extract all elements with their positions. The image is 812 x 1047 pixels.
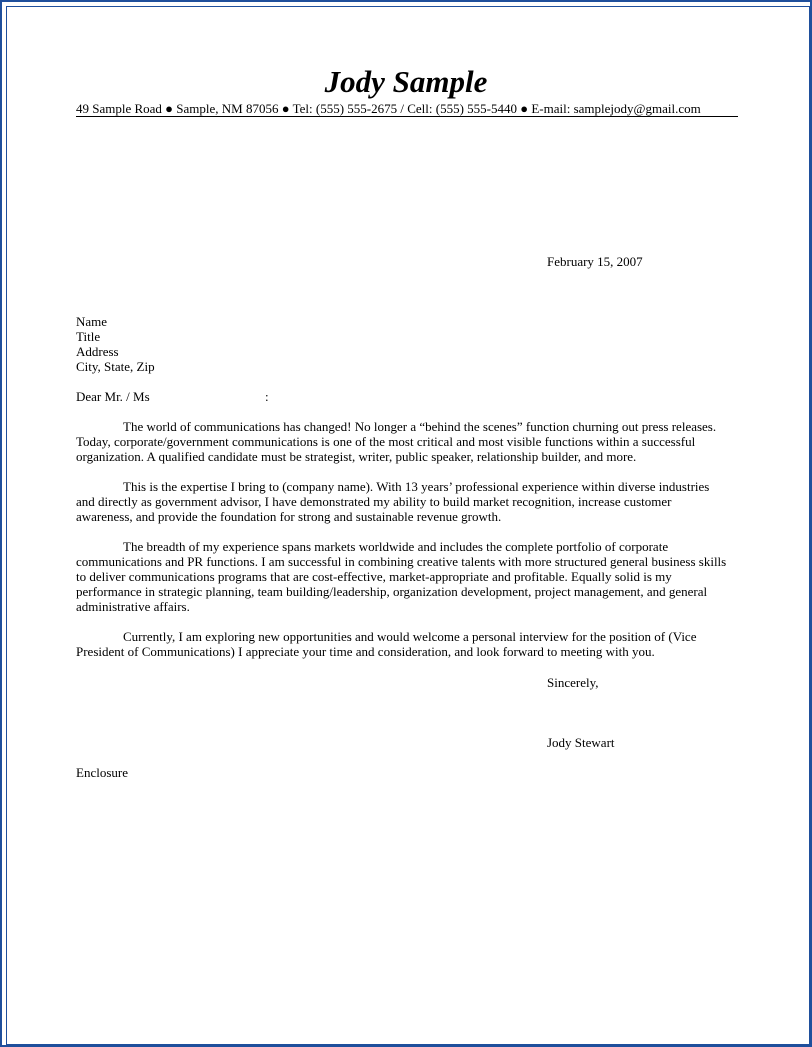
body-paragraph-3	[76, 539, 738, 614]
paragraph-line: to deliver communications programs that are cost-effective, market-appropriate and profitable. Equally solid is my	[76, 569, 672, 584]
body-paragraph-4	[76, 629, 738, 659]
recipient-city-state-zip: City, State, Zip	[76, 359, 155, 374]
paragraph-line: organization. A qualified candidate must be strategist, writer, public speaker, relationship builder, and more.	[76, 449, 637, 464]
paragraph-line: Today, corporate/government communications is one of the most critical and most visible functions within a successful	[76, 434, 696, 449]
sender-contact-line: 49 Sample Road ● Sample, NM 87056 ● Tel: (555) 555-2675 / Cell: (555) 555-5440 ● E-mail: samplejody@gmail.com	[76, 101, 738, 117]
paragraph-line: and directly as government advisor, I have demonstrated my ability to build market recognition, increase customer	[76, 494, 672, 509]
paragraph-line: Currently, I am exploring new opportunities and would welcome a personal interview for the position of (Vice	[123, 629, 697, 644]
paragraph-line: President of Communications) I appreciate your time and consideration, and look forward to meeting with you.	[76, 644, 655, 659]
paragraph-line: The breadth of my experience spans markets worldwide and includes the complete portfolio of corporate	[123, 539, 669, 554]
paragraph-line: This is the expertise I bring to (company name). With 13 years’ professional experience within diverse industries	[123, 479, 710, 494]
salutation	[76, 389, 269, 404]
enclosure-note: Enclosure	[76, 765, 128, 780]
paragraph-line: awareness, and provide the foundation for strong and sustainable revenue growth.	[76, 509, 502, 524]
recipient-address: Address	[76, 344, 119, 359]
letter-date: February 15, 2007	[547, 254, 643, 269]
recipient-address-block	[76, 314, 155, 374]
paragraph-line: communications and PR functions. I am successful in combining creative talents with more structured general business skills	[76, 554, 727, 569]
sender-name: Jody Sample	[324, 64, 488, 99]
paragraph-line: administrative affairs.	[76, 599, 190, 614]
body-paragraph-1	[76, 419, 738, 464]
letter-closing: Sincerely,	[547, 675, 599, 690]
paragraph-line: performance in strategic planning, team building/leadership, organization development, project management, and general	[76, 584, 708, 599]
body-paragraph-2	[76, 479, 738, 524]
recipient-name: Name	[76, 314, 108, 329]
recipient-title: Title	[76, 329, 101, 344]
salutation-text: Dear Mr. / Ms	[76, 389, 150, 404]
salutation-colon: :	[265, 389, 269, 404]
signer-name: Jody Stewart	[547, 735, 615, 750]
paragraph-line: The world of communications has changed! No longer a “behind the scenes” function churning out press releases.	[123, 419, 717, 434]
